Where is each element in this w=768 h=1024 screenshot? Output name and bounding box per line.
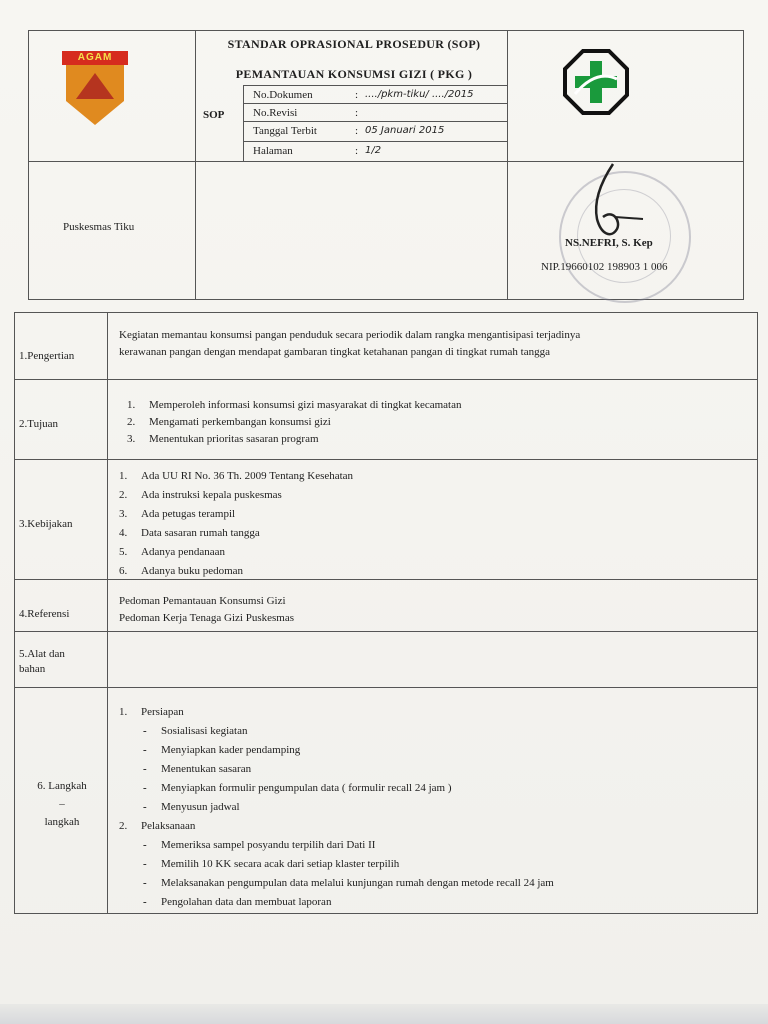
list-item: 2. Ada instruksi kepala puskesmas: [119, 489, 282, 501]
kebijakan-item: Adanya pendanaan: [141, 546, 225, 558]
referensi-item: Pedoman Kerja Tenaga Gizi Puskesmas: [119, 612, 294, 624]
pelaksanaan-item: Memilih 10 KK secara acak dari setiap klaster terpilih: [161, 858, 400, 870]
table-divider: [15, 687, 757, 688]
document-title: STANDAR OPRASIONAL PROSEDUR (SOP): [227, 37, 481, 51]
sop-label: SOP: [203, 109, 225, 121]
persiapan-item: Sosialisasi kegiatan: [161, 725, 248, 737]
pelaksanaan-item: Melaksanakan pengumpulan data melalui kunjungan rumah dengan metode recall 24 jam: [161, 877, 554, 889]
alat-label-line: bahan: [19, 663, 46, 675]
list-item: - Pengolahan data dan membuat laporan: [143, 896, 332, 908]
section-content-tujuan: [127, 397, 462, 448]
meta-colon: :: [355, 125, 359, 137]
persiapan-item: Menyiapkan formulir pengumpulan data ( formulir recall 24 jam ): [161, 782, 452, 794]
meta-row-tanggal-terbit: [247, 122, 507, 140]
pelaksanaan-title: Pelaksanaan: [141, 820, 196, 832]
referensi-item: Pedoman Pemantauan Konsumsi Gizi: [119, 595, 286, 607]
section-label-referensi: 4.Referensi: [19, 608, 70, 620]
langkah-label-line: langkah: [44, 816, 80, 828]
puskesmas-logo-icon: [563, 49, 629, 115]
page-bottom-edge: [0, 1004, 768, 1024]
meta-colon: :: [355, 89, 359, 101]
list-item: 1. Memperoleh informasi konsumsi gizi masyarakat di tingkat kecamatan: [127, 399, 462, 411]
kebijakan-item: Ada UU RI No. 36 Th. 2009 Tentang Kesehatan: [141, 470, 354, 482]
signature-icon: [573, 159, 653, 249]
signer-name: NS.NEFRI, S. Kep: [565, 237, 653, 249]
section-content-pengertian: [119, 327, 739, 361]
persiapan-item: Menyiapkan kader pendamping: [161, 744, 301, 756]
list-item: 4. Data sasaran rumah tangga: [119, 527, 260, 539]
list-item: 1. Persiapan: [119, 706, 184, 718]
tujuan-item: Menentukan prioritas sasaran program: [149, 433, 319, 445]
section-content-referensi: [119, 593, 294, 627]
section-label-langkah: [19, 777, 105, 831]
meta-key: No.Revisi: [253, 107, 298, 119]
meta-colon: :: [355, 145, 359, 157]
pelaksanaan-item: Pengolahan data dan membuat laporan: [161, 896, 332, 908]
list-item: 1. Ada UU RI No. 36 Th. 2009 Tentang Kesehatan: [119, 470, 354, 482]
section-label-pengertian: 1.Pengertian: [19, 350, 75, 362]
kebijakan-item: Data sasaran rumah tangga: [141, 527, 260, 539]
table-divider: [15, 379, 757, 380]
section-label-tujuan: 2.Tujuan: [19, 418, 59, 430]
kebijakan-item: Ada petugas terampil: [141, 508, 236, 520]
kebijakan-item: Ada instruksi kepala puskesmas: [141, 489, 282, 501]
logo-banner: AGAM: [62, 51, 128, 65]
section-content-kebijakan: [119, 467, 353, 581]
meta-row-no-revisi: [247, 104, 507, 122]
pelaksanaan-item: Memeriksa sampel posyandu terpilih dari Dati II: [161, 839, 376, 851]
langkah-label-line: –: [59, 798, 65, 810]
header-divider: [243, 85, 244, 161]
section-content-langkah: [119, 703, 554, 912]
list-item: - Memeriksa sampel posyandu terpilih dari Dati II: [143, 839, 376, 851]
document-subtitle: PEMANTAUAN KONSUMSI GIZI ( PKG ): [235, 67, 473, 81]
meta-colon: :: [355, 107, 359, 119]
list-item: - Memilih 10 KK secara acak dari setiap klaster terpilih: [143, 858, 400, 870]
langkah-label-line: 6. Langkah: [37, 780, 87, 792]
meta-key: Halaman: [253, 145, 293, 157]
meta-row-no-dokumen: [247, 86, 507, 104]
meta-row-halaman: [247, 142, 507, 160]
persiapan-title: Persiapan: [141, 706, 184, 718]
header-divider: [195, 31, 196, 299]
table-divider: [15, 459, 757, 460]
table-divider: [15, 631, 757, 632]
list-item: 2. Pelaksanaan: [119, 820, 196, 832]
list-item: - Melaksanakan pengumpulan data melalui kunjungan rumah dengan metode recall 24 jam: [143, 877, 554, 889]
pengertian-line: kerawanan pangan dengan mendapat gambaran tingkat ketahanan pangan di tingkat rumah tangga: [119, 346, 550, 358]
list-item: - Menentukan sasaran: [143, 763, 252, 775]
signer-nip: NIP.19660102 198903 1 006: [541, 261, 668, 273]
list-item: - Menyusun jadwal: [143, 801, 240, 813]
alat-label-line: 5.Alat dan: [19, 648, 65, 660]
list-item: 3. Menentukan prioritas sasaran program: [127, 433, 319, 445]
meta-key: Tanggal Terbit: [253, 125, 317, 137]
sop-header: [28, 30, 744, 300]
meta-value: 05 Januari 2015: [365, 125, 445, 136]
kebijakan-item: Adanya buku pedoman: [141, 565, 244, 577]
unit-name: Puskesmas Tiku: [63, 221, 135, 233]
list-item: - Menyiapkan kader pendamping: [143, 744, 301, 756]
tujuan-item: Mengamati perkembangan konsumsi gizi: [149, 416, 331, 428]
agam-regency-logo: [62, 51, 128, 127]
persiapan-item: Menyusun jadwal: [161, 801, 240, 813]
list-item: 2. Mengamati perkembangan konsumsi gizi: [127, 416, 331, 428]
section-label-kebijakan: 3.Kebijakan: [19, 518, 73, 530]
list-item: - Sosialisasi kegiatan: [143, 725, 248, 737]
meta-value: ..../pkm-tiku/ ..../2015: [365, 89, 474, 100]
table-divider: [107, 313, 108, 913]
list-item: 6. Adanya buku pedoman: [119, 565, 244, 577]
meta-key: No.Dokumen: [253, 89, 313, 101]
list-item: 3. Ada petugas terampil: [119, 508, 236, 520]
list-item: - Menyiapkan formulir pengumpulan data ( formulir recall 24 jam ): [143, 782, 452, 794]
section-label-alat: [19, 647, 105, 677]
persiapan-item: Menentukan sasaran: [161, 763, 252, 775]
meta-value: 1/2: [365, 145, 382, 156]
sop-content-table: [14, 312, 758, 914]
list-item: 5. Adanya pendanaan: [119, 546, 225, 558]
tujuan-item: Memperoleh informasi konsumsi gizi masyarakat di tingkat kecamatan: [149, 399, 462, 411]
pengertian-line: Kegiatan memantau konsumsi pangan penduduk secara periodik dalam rangka mengantisipasi terjadinya: [119, 329, 581, 341]
